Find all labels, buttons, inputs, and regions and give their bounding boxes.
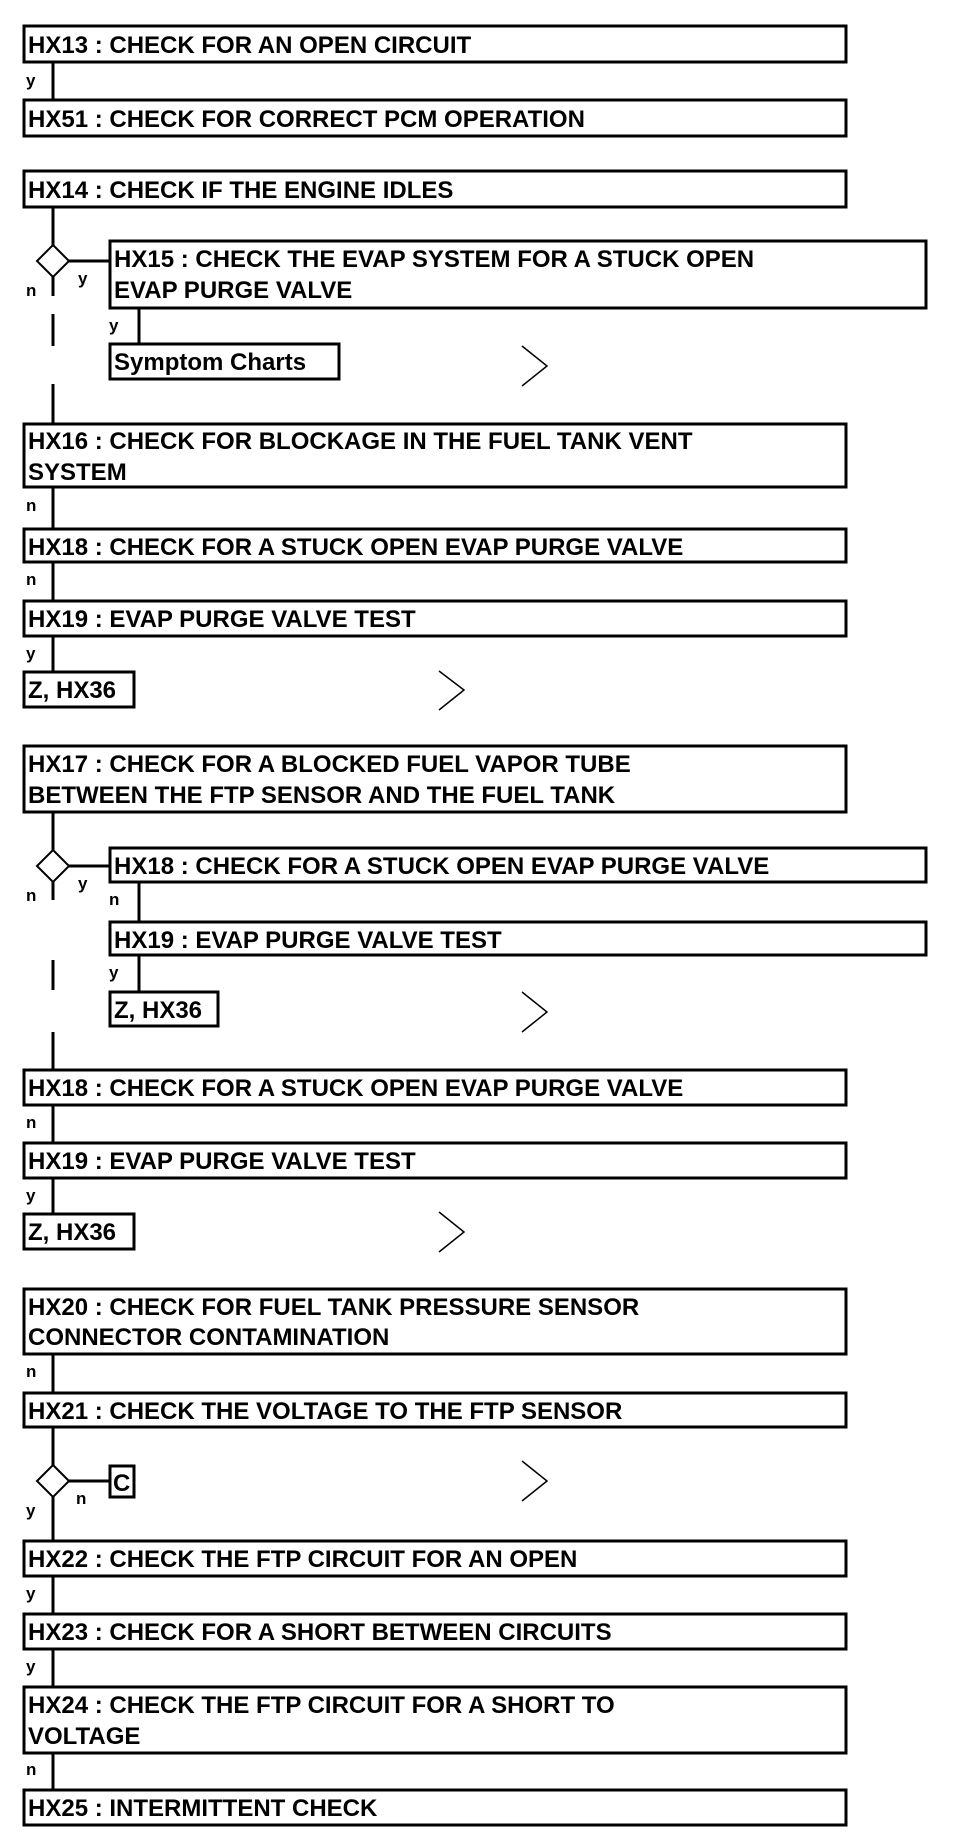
step-label-hx16: SYSTEM [28,459,127,486]
step-label-z-hx36: Z, HX36 [28,1219,117,1246]
branch-label-no: n [26,496,37,515]
branch-label-no: n [26,281,37,300]
step-label-hx21: HX21 : CHECK THE VOLTAGE TO THE FTP SENSOR [28,1398,623,1425]
step-label-z-hx36: Z, HX36 [28,677,117,704]
step-label-hx13: HX13 : CHECK FOR AN OPEN CIRCUIT [28,32,472,59]
step-label-c: C [113,1470,131,1497]
branch-label-yes: y [26,71,36,90]
branch-label-yes: y [26,1186,36,1205]
decision-diamond [37,245,69,277]
branch-label-yes: y [26,644,36,663]
branch-label-yes: y [78,269,88,288]
branch-label-yes: y [26,1501,36,1520]
step-label-hx22: HX22 : CHECK THE FTP CIRCUIT FOR AN OPEN [28,1546,578,1573]
step-label-hx20: HX20 : CHECK FOR FUEL TANK PRESSURE SENSOR [28,1294,640,1321]
step-label-hx51: HX51 : CHECK FOR CORRECT PCM OPERATION [28,106,585,133]
branch-label-no: n [26,1760,37,1779]
step-label-hx15: HX15 : CHECK THE EVAP SYSTEM FOR A STUCK OPEN [114,246,755,273]
chevron-right-icon [522,992,547,1032]
step-label-hx14: HX14 : CHECK IF THE ENGINE IDLES [28,177,454,204]
branch-label-yes: y [109,963,119,982]
step-label-hx24: HX24 : CHECK THE FTP CIRCUIT FOR A SHORT TO [28,1692,615,1719]
step-label-hx24: VOLTAGE [28,1723,141,1750]
branch-label-no: n [26,1362,37,1381]
step-label-hx20: CONNECTOR CONTAMINATION [28,1324,390,1351]
step-label-hx25: HX25 : INTERMITTENT CHECK [28,1795,378,1822]
branch-label-yes: y [26,1584,36,1603]
step-label-z-hx36: Z, HX36 [114,997,203,1024]
branch-label-no: n [26,570,37,589]
decision-diamond [37,1465,69,1497]
chevron-right-icon [439,1212,464,1252]
chevron-right-icon [439,671,464,710]
step-label-hx16: HX16 : CHECK FOR BLOCKAGE IN THE FUEL TANK VENT [28,428,693,455]
step-label-hx18: HX18 : CHECK FOR A STUCK OPEN EVAP PURGE VALVE [28,534,684,561]
step-label-symptom-charts: Symptom Charts [114,349,307,376]
decision-diamond [37,850,69,882]
step-label-hx17: HX17 : CHECK FOR A BLOCKED FUEL VAPOR TUBE [28,751,631,778]
branch-label-no: n [26,1113,37,1132]
branch-label-no: n [109,890,120,909]
branch-label-yes: y [109,316,119,335]
chevron-right-icon [522,1461,547,1501]
step-label-hx18: HX18 : CHECK FOR A STUCK OPEN EVAP PURGE VALVE [28,1075,684,1102]
step-label-hx23: HX23 : CHECK FOR A SHORT BETWEEN CIRCUITS [28,1619,612,1646]
step-label-hx19: HX19 : EVAP PURGE VALVE TEST [114,927,502,954]
branch-label-no: n [76,1489,87,1508]
step-label-hx18: HX18 : CHECK FOR A STUCK OPEN EVAP PURGE VALVE [114,853,770,880]
branch-label-yes: y [26,1657,36,1676]
step-label-hx17: BETWEEN THE FTP SENSOR AND THE FUEL TANK [28,782,616,809]
chevron-right-icon [522,346,547,386]
branch-label-no: n [26,886,37,905]
step-label-hx19: HX19 : EVAP PURGE VALVE TEST [28,1148,416,1175]
step-label-hx15: EVAP PURGE VALVE [114,277,353,304]
step-label-hx19: HX19 : EVAP PURGE VALVE TEST [28,606,416,633]
branch-label-yes: y [78,874,88,893]
